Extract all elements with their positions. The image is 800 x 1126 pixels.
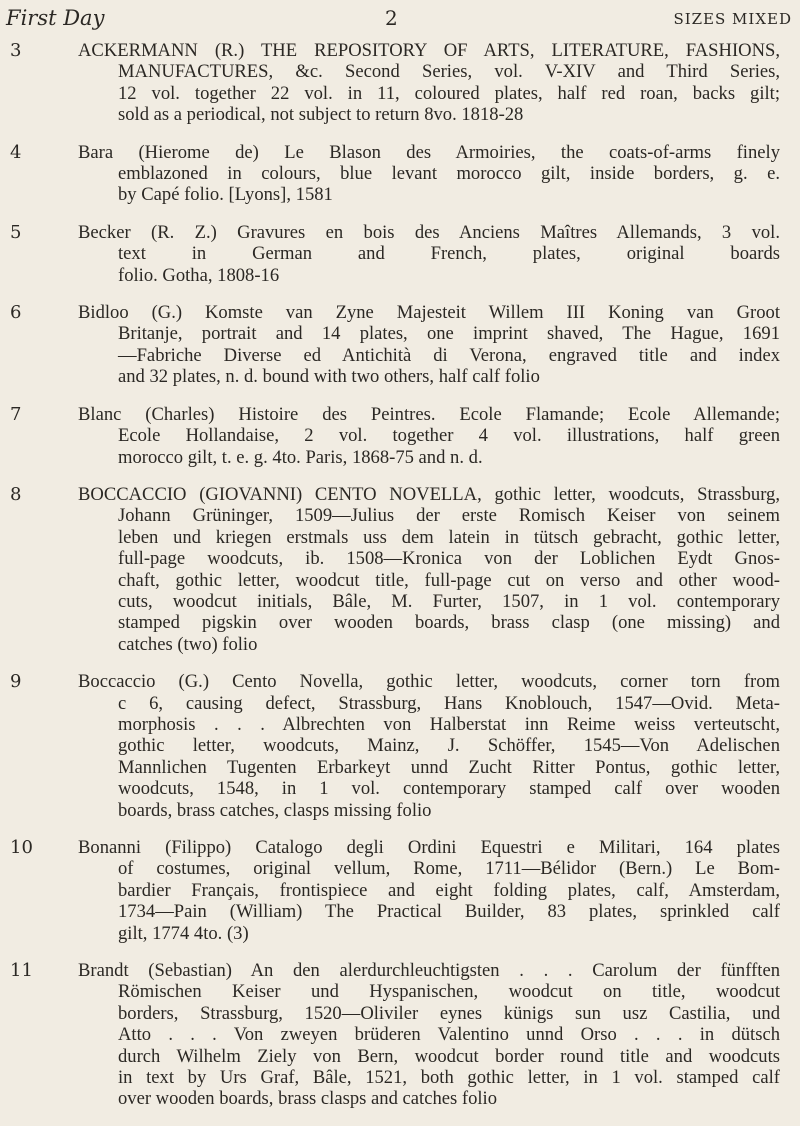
lot-description: [78, 484, 780, 655]
lot-description: [78, 404, 780, 468]
lot-description: [78, 142, 780, 206]
description-line: Boccaccio (G.) Cento Novella, gothic letter, woodcuts, corner torn from: [78, 671, 780, 693]
lot-number: 6: [10, 302, 22, 324]
catalogue-entry: [0, 302, 800, 388]
lot-number: 5: [10, 221, 22, 243]
description-line: Ecole Hollandaise, 2 vol. together 4 vol. illustrations, half green: [118, 425, 780, 447]
description-line: 12 vol. together 22 vol. in 11, coloured plates, half red roan, backs gilt;: [118, 82, 780, 104]
description-line: sold as a periodical, not subject to return 8vo. 1818-28: [118, 104, 524, 126]
catalogue-entry: [0, 671, 800, 821]
description-line: —Fabriche Diverse ed Antichità di Verona, engraved title and index: [118, 344, 780, 366]
page-number: 2: [385, 6, 398, 30]
lot-number: 3: [10, 40, 22, 61]
description-line: Bara (Hierome de) Le Blason des Armoiries, the coats-of-arms finely: [78, 141, 780, 163]
description-line: gothic letter, woodcuts, Mainz, J. Schöffer, 1545—Von Adelischen: [118, 735, 780, 757]
description-line: morphosis . . . Albrechten von Halberstat inn Reime weiss verteutscht,: [118, 713, 780, 735]
description-line: Becker (R. Z.) Gravures en bois des Anciens Maîtres Allemands, 3 vol.: [78, 221, 780, 243]
section-heading: SIZES MIXED: [673, 10, 792, 28]
description-line: durch Wilhelm Ziely von Bern, woodcut border round title and woodcuts: [118, 1045, 780, 1067]
description-line: Brandt (Sebastian) An den alerdurchleuchtigsten . . . Carolum der fünfften: [78, 960, 780, 982]
description-line: Mannlichen Tugenten Erbarkeyt unnd Zucht Ritter Pontus, gothic letter,: [118, 756, 780, 778]
description-line: Blanc (Charles) Histoire des Peintres. Ecole Flamande; Ecole Allemande;: [78, 403, 780, 425]
description-line: by Capé folio. [Lyons], 1581: [118, 184, 333, 206]
description-line: leben und kriegen erstmals uss dem latein in tütsch gebracht, gothic letter,: [118, 526, 780, 548]
catalogue-entry: [0, 484, 800, 655]
description-line: emblazoned in colours, blue levant morocco gilt, inside borders, g. e.: [118, 163, 780, 185]
lot-description: [78, 671, 780, 821]
description-line: MANUFACTURES, &c. Second Series, vol. V-XIV and Third Series,: [118, 61, 780, 83]
description-line: woodcuts, 1548, in 1 vol. contemporary stamped calf over wooden: [118, 778, 780, 800]
description-line: stamped pigskin over wooden boards, brass clasp (one missing) and: [118, 612, 780, 634]
catalogue-entry: [0, 837, 800, 944]
catalogue-entry: [0, 40, 800, 126]
lot-description: [78, 40, 780, 126]
page-header: [0, 0, 800, 40]
description-line: over wooden boards, brass clasps and catches folio: [118, 1088, 497, 1110]
catalogue-entry: [0, 960, 800, 1110]
catalogue-entry: [0, 404, 800, 468]
lot-number: 8: [10, 483, 22, 505]
description-line: c 6, causing defect, Strassburg, Hans Knoblouch, 1547—Ovid. Meta-: [118, 692, 780, 714]
description-line: in text by Urs Graf, Bâle, 1521, both gothic letter, in 1 vol. stamped calf: [118, 1067, 780, 1089]
description-line: Britanje, portrait and 14 plates, one imprint shaved, The Hague, 1691: [118, 323, 780, 345]
sale-day-heading: First Day: [6, 6, 105, 30]
lot-number: 7: [10, 403, 22, 425]
description-line: catches (two) folio: [118, 633, 258, 655]
catalogue-entry: [0, 142, 800, 206]
lot-description: [78, 222, 780, 286]
description-line: BOCCACCIO (GIOVANNI) CENTO NOVELLA, gothic letter, woodcuts, Strassburg,: [78, 483, 780, 505]
description-line: cuts, woodcut initials, Bâle, M. Furter, 1507, in 1 vol. contemporary: [118, 590, 780, 612]
description-line: of costumes, original vellum, Rome, 1711—Bélidor (Bern.) Le Bom-: [118, 858, 780, 880]
description-line: Johann Grüninger, 1509—Julius der erste Romisch Keiser von seinem: [118, 505, 780, 527]
description-line: Römischen Keiser und Hyspanischen, woodcut on title, woodcut: [118, 981, 780, 1003]
description-line: full-page woodcuts, ib. 1508—Kronica von der Loblichen Eydt Gnos-: [118, 548, 780, 570]
lot-number: 10: [10, 837, 33, 858]
lot-description: [78, 302, 780, 388]
catalogue-entry: [0, 222, 800, 286]
description-line: ACKERMANN (R.) THE REPOSITORY OF ARTS, LITERATURE, FASHIONS,: [78, 40, 780, 61]
description-line: Bidloo (G.) Komste van Zyne Majesteit Willem III Koning van Groot: [78, 302, 780, 324]
description-line: chaft, gothic letter, woodcut title, full-page cut on verso and other wood-: [118, 569, 780, 591]
description-line: borders, Strassburg, 1520—Oliviler eynes künigs sun usz Castilia, und: [118, 1002, 780, 1024]
description-line: Bonanni (Filippo) Catalogo degli Ordini Equestri e Militari, 164 plates: [78, 837, 780, 858]
lot-number: 11: [10, 960, 33, 982]
lot-description: [78, 837, 780, 944]
description-line: and 32 plates, n. d. bound with two others, half calf folio: [118, 366, 540, 388]
lot-number: 4: [10, 141, 22, 163]
lot-description: [78, 960, 780, 1110]
description-line: text in German and French, plates, original boards: [118, 243, 780, 265]
description-line: boards, brass catches, clasps missing folio: [118, 799, 432, 821]
description-line: morocco gilt, t. e. g. 4to. Paris, 1868-75 and n. d.: [118, 446, 483, 468]
catalogue-entries: [0, 40, 800, 1126]
lot-number: 9: [10, 671, 22, 693]
description-line: gilt, 1774 4to. (3): [118, 922, 249, 944]
description-line: folio. Gotha, 1808-16: [118, 264, 280, 286]
description-line: bardier Français, frontispiece and eight folding plates, calf, Amsterdam,: [118, 879, 780, 901]
description-line: Atto . . . Von zweyen brüderen Valentino unnd Orso . . . in dütsch: [118, 1024, 780, 1046]
description-line: 1734—Pain (William) The Practical Builder, 83 plates, sprinkled calf: [118, 901, 780, 923]
